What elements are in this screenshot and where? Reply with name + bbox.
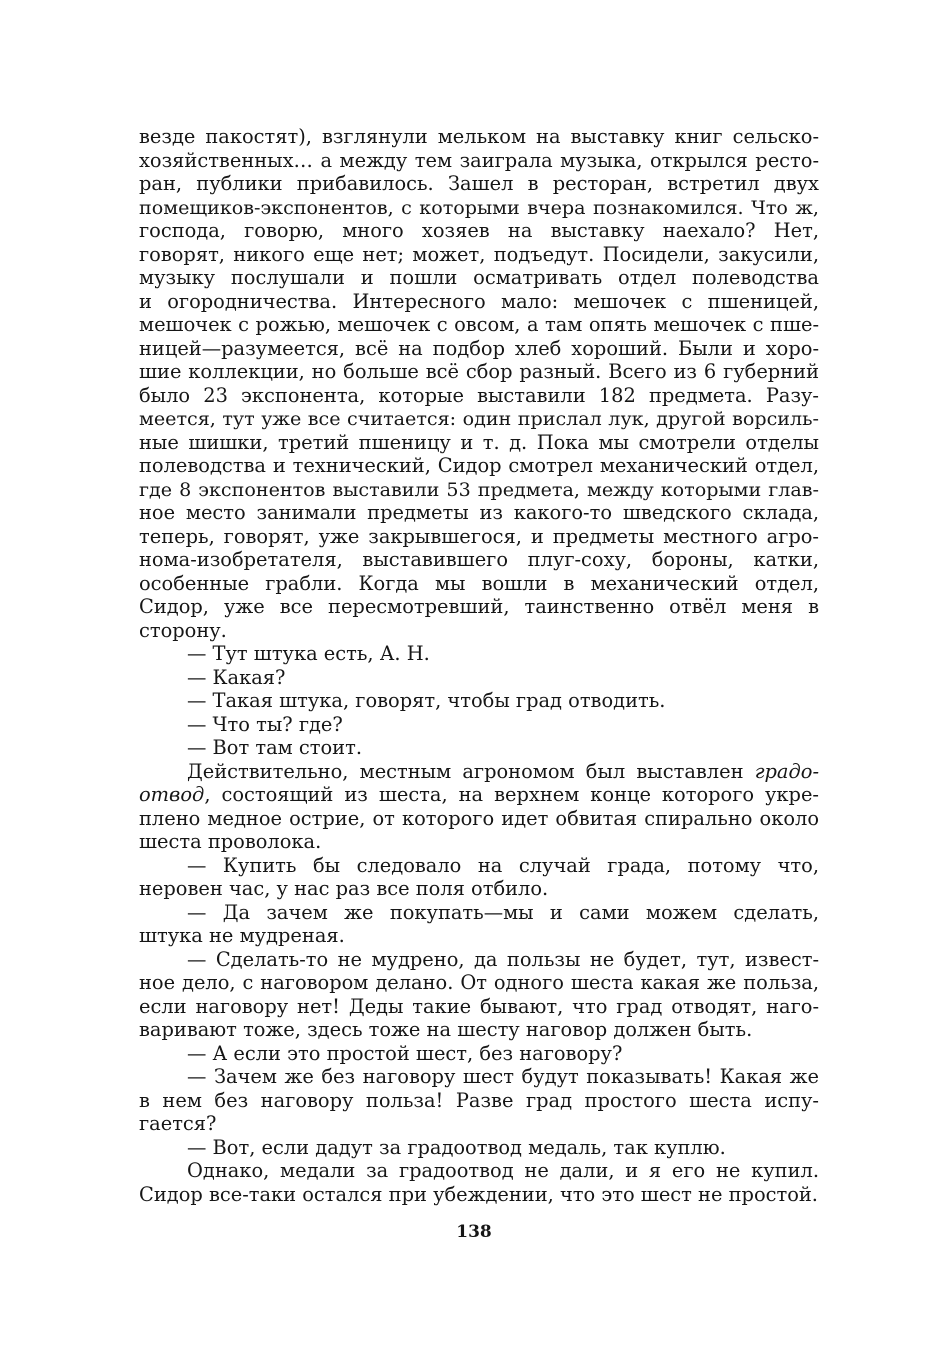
text-line: ран, публики прибавилось. Зашел в ресторан, встретил двух xyxy=(139,172,819,195)
text-line: варивают тоже, здесь тоже на шесту наговор должен быть. xyxy=(139,1018,753,1041)
text-line: если наговору нет! Деды такие бывают, что град отводят, нагo- xyxy=(139,994,819,1018)
text-line: гается? xyxy=(139,1112,217,1135)
page-number: 138 xyxy=(456,1222,492,1242)
text-line: меется, тут уже все считается: один прислал лук, другой ворсиль- xyxy=(139,407,819,430)
text-line: ное дело, с наговором делано. От одного шеста какая же польза, xyxy=(139,971,819,994)
text-line: помещиков-экспонентов, с которыми вчера познакомился. Что ж, xyxy=(139,195,819,219)
text-line: в нем без наговору польза! Разве град простого шеста испу- xyxy=(139,1088,819,1112)
text-line: штука не мудреная. xyxy=(139,924,345,947)
text-line: Сидор, уже все пересмотревший, таинственно отвёл меня в xyxy=(139,595,819,618)
text-line: — Купить бы следовало на случай града, потому что, xyxy=(187,853,819,877)
text-line: — Да зачем же покупать—мы и сами можем сделать, xyxy=(187,900,819,924)
text-line: ные шишки, третий пшеницу и т. д. Пока мы смотрели отделы xyxy=(139,430,819,454)
text-line: полеводства и технический, Сидор смотрел механический отдел, xyxy=(139,454,819,477)
text-line: Сидор все-таки остался при убеждении, что это шест не простой. xyxy=(139,1182,818,1206)
text-line: везде пакостят), взглянули мельком на выставку книг сельско- xyxy=(139,125,819,148)
italic-term: градо- xyxy=(754,759,819,783)
text-line: особенные грабли. Когда мы вошли в механический отдел, xyxy=(139,571,819,595)
text-line: — Тут штука есть, А. Н. xyxy=(187,642,430,665)
text-line: и огородничества. Интересного мало: мешочек с пшеницей, xyxy=(139,289,819,313)
text-line: неровен час, у нас раз все поля отбило. xyxy=(139,877,549,900)
text-line: — Что ты? где? xyxy=(187,712,343,736)
text-line: — Такая штука, говорят, чтобы град отводить. xyxy=(187,689,666,712)
text-line: ное место занимали предметы из какого-то шведского склада, xyxy=(139,501,819,524)
text-line: — Какая? xyxy=(187,665,286,689)
text-line: — А если это простой шест, без наговору? xyxy=(187,1041,623,1065)
text-line: шие коллекции, но больше всё сбор разный. Всего из 6 губерний xyxy=(139,360,819,383)
text-line: где 8 экспонентов выставили 53 предмета, между которыми глав- xyxy=(139,477,819,501)
text-line: отвод, состоящий из шеста, на верхнем конце которого укре- xyxy=(139,783,819,806)
text-line: ницей—разумеется, всё на подбор хлеб хороший. Были и хоро- xyxy=(139,336,819,360)
text-line: — Сделать-то не мудрено, да пользы не будет, тут, извест- xyxy=(187,947,819,971)
text-line: было 23 экспонента, которые выставили 182 предмета. Разу- xyxy=(139,383,819,407)
text-line: нома-изобретателя, выставившего плуг-соху, бороны, катки, xyxy=(139,548,819,571)
text-line: говорят, никого еще нет; может, подъедут. Посидели, закусили, xyxy=(139,242,819,266)
text-line: Однако, медали за градоотвод не дали, и я его не купил. xyxy=(187,1159,819,1182)
text-line: музыку послушали и пошли осматривать отдел полеводства xyxy=(139,266,819,289)
text-line: господа, говорю, много хозяев на выставку наехало? Нет, xyxy=(139,219,819,242)
text-line: Действительно, местным агрономом был выставлен градо- xyxy=(187,759,819,783)
page-body-text xyxy=(139,125,819,1206)
text-line: — Вот, если дадут за градоотвод медаль, так куплю. xyxy=(187,1135,726,1159)
text-line: — Зачем же без наговору шест будут показывать! Какая же xyxy=(187,1065,819,1088)
text-line: хозяйственных… а между тем заиграла музыка, открылся ресто- xyxy=(139,148,819,172)
text-line: — Вот там стоит. xyxy=(187,736,362,759)
text-line: мешочек с рожью, мешочек с овсом, а там опять мешочек с пше- xyxy=(139,313,819,336)
text-line: сторону. xyxy=(139,618,227,642)
text-line: шеста проволока. xyxy=(139,830,322,853)
text-line: плено медное острие, от которого идет обвитая спирально около xyxy=(139,806,819,830)
text-line: теперь, говорят, уже закрывшегося, и предметы местного агро- xyxy=(139,524,819,548)
italic-term: отвод xyxy=(139,783,205,806)
